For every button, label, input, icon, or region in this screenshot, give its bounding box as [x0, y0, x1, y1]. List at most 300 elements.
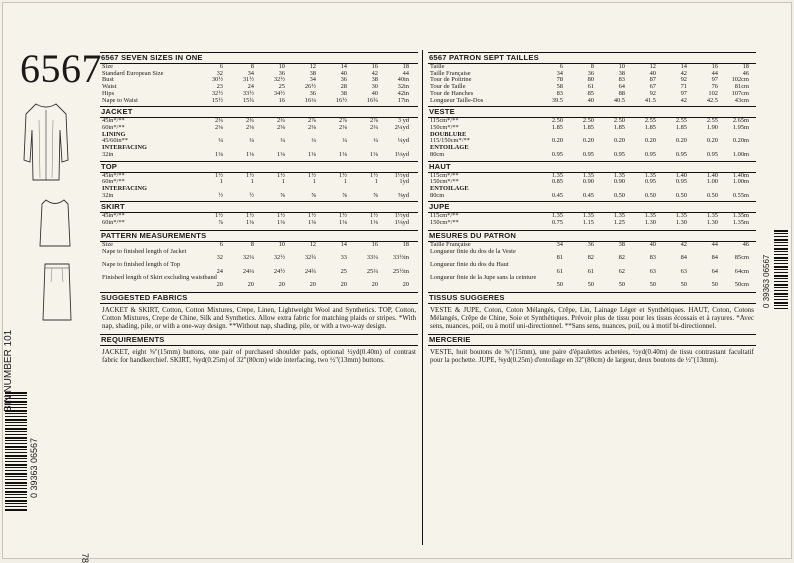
table-cell: 2.55 [644, 117, 656, 125]
table-cell: 42 [680, 69, 687, 77]
table-cell: 18 [742, 62, 749, 70]
table-cell: 18 [402, 62, 409, 70]
table-cell: 1.90 [706, 123, 718, 131]
tissus-text: VESTE & JUPE, Coton, Coton Mélangés, Crêpe, Lin, Lainage Léger et Synthétiques. HAUT, Coton, Cotons Mélangés, Crêpe de Chine, Soie et Synthétiques. Prévoir plus de tissu pour les tissus écossais et à rayures. *Avec sens, nuances, poil, ou à motif uni-directionnel. **Sans sens, nuances, poil, ou à motif bi-directionnel. [430, 305, 754, 331]
right-size-table [428, 64, 756, 104]
table-cell: 1⅛ [246, 150, 254, 158]
table-row-label: 60in*/** [102, 123, 125, 131]
table-cell: 0.90 [613, 178, 625, 186]
table-cell: 14 [680, 62, 687, 70]
table-cell: 85 [587, 89, 594, 97]
table-row-label: 80cm [430, 150, 445, 158]
table-row-label: Nape to finished length of Top [102, 260, 181, 268]
table-cell: 0.55m [732, 191, 749, 199]
table-cell: 0.95 [706, 150, 718, 158]
measurements-table [100, 242, 418, 289]
left-size-table [100, 64, 418, 104]
table-cell: 62 [618, 267, 625, 275]
table-cell: 15¾ [242, 96, 254, 104]
veste-header: VESTE [428, 106, 756, 118]
table-row-label: 32in [102, 191, 114, 199]
table-cell: 6 [559, 62, 563, 70]
table-cell: 1.85 [551, 123, 563, 131]
table-cell: 64 [711, 267, 718, 275]
table-cell: ¼ [280, 137, 285, 145]
table-cell: 61 [587, 83, 594, 91]
top-sketch-icon [38, 198, 72, 248]
table-cell: 2.50 [613, 117, 625, 125]
table-cell: 50 [680, 281, 687, 289]
table-cell: 1.25 [613, 219, 625, 227]
table-cell: 107cm [731, 89, 749, 97]
table-cell: 32½ [273, 254, 285, 262]
table-cell: 32½ [211, 89, 223, 97]
table-cell: 0.95 [644, 178, 656, 186]
table-cell: 1⅛yd [394, 150, 409, 158]
table-cell: 36 [340, 76, 347, 84]
table-cell: 42.5 [706, 96, 718, 104]
tissus-header: TISSUS SUGGERES [428, 292, 756, 304]
requirements-header: REQUIREMENTS [100, 334, 418, 346]
table-cell: 0.45 [582, 191, 594, 199]
table-cell: 1⅛ [215, 150, 223, 158]
table-cell: 1.00m [732, 178, 749, 186]
table-cell: 2.50 [582, 117, 594, 125]
table-cell: 8 [590, 62, 594, 70]
table-cell: 0.95 [675, 150, 687, 158]
fabrics-text: JACKET & SKIRT, Cotton, Cotton Mixtures, Crepe, Linen, Lightweight Wool and Synthetics. TOP, Cotton, Cotton Mixtures, Crepe de Chine, Silk and Synthetics. Allow extra fabric for matching plaids or stripes. *With nap, shading, pile, or with a one-way design. **Without nap, shading, pile, or with a two-way design. [102, 305, 416, 331]
table-cell: 92 [680, 76, 687, 84]
table-cell: 1.35 [644, 171, 656, 179]
table-cell: 0.20 [644, 137, 656, 145]
table-cell: 1.35 [582, 212, 594, 220]
table-cell: 12 [309, 62, 316, 70]
table-cell: 1.35 [582, 171, 594, 179]
table-cell: 38 [309, 69, 316, 77]
table-cell: 0.20 [675, 137, 687, 145]
table-cell: 50 [711, 281, 718, 289]
table-row-label: 150cm*/** [430, 123, 459, 131]
table-cell: 43cm [734, 96, 749, 104]
table-cell: 34 [556, 69, 563, 77]
top-table [100, 173, 418, 200]
table-cell: 25 [340, 267, 347, 275]
table-cell: 1 [343, 178, 347, 186]
table-cell: ¼yd [397, 137, 409, 145]
table-cell: 42in [397, 89, 409, 97]
table-cell: 0.50 [613, 191, 625, 199]
barcode-digits: 0 39363 06567 [29, 437, 39, 498]
table-row-label: 45in*/** [102, 171, 125, 179]
table-cell: ½ [218, 191, 223, 199]
table-cell: 1.40 [706, 171, 718, 179]
table-cell: 2¾ [246, 117, 254, 125]
table-cell: 17in [397, 96, 409, 104]
jupe-header: JUPE [428, 201, 756, 213]
table-row-label [428, 282, 534, 289]
table-cell: 36 [278, 69, 285, 77]
table-row-label: Hips [102, 89, 115, 97]
table-cell: 38 [371, 76, 378, 84]
table-cell: 1.35 [644, 212, 656, 220]
table-row-label: LINING [102, 130, 126, 138]
table-cell: 1 [281, 178, 285, 186]
table-row-label: 60in*/** [102, 178, 125, 186]
table-cell: 16 [371, 240, 378, 248]
table-cell: 2¼ [370, 123, 378, 131]
table-cell: 1.95m [732, 123, 749, 131]
table-cell: 1½ [215, 171, 223, 179]
table-cell: 84 [711, 254, 718, 262]
table-cell: 92 [649, 89, 656, 97]
table-cell: 46 [742, 69, 749, 77]
table-cell: 64cm [734, 267, 749, 275]
table-cell: 16 [711, 62, 718, 70]
table-cell: 1⅛ [339, 150, 347, 158]
table-cell: 2⅛ [308, 123, 316, 131]
table-cell: ⅞ [218, 219, 223, 227]
table-cell: 1⅛ [339, 219, 347, 227]
table-cell: 2.55 [706, 117, 718, 125]
table-cell: 84 [680, 254, 687, 262]
table-row-label: Longueur finie de la Jupe sans la ceinture [430, 274, 537, 282]
table-cell: 24¾ [304, 267, 316, 275]
table-cell: 0.85 [551, 178, 563, 186]
table-cell: 46 [742, 240, 749, 248]
table-cell: 50 [556, 281, 563, 289]
table-cell: 0.95 [551, 150, 563, 158]
right-title: 6567 PATRON SEPT TAILLES [428, 52, 756, 64]
table-cell: 0.50 [706, 191, 718, 199]
table-row-label: Longueur finie du dos de la Veste [430, 247, 516, 255]
table-cell: 1⅛ [277, 150, 285, 158]
table-cell: 2¾ [215, 117, 223, 125]
table-cell: 1.85 [582, 123, 594, 131]
page-mark: 78 [80, 553, 90, 563]
table-cell: 38 [618, 69, 625, 77]
table-row-label: Bust [102, 76, 114, 84]
table-cell: 1½ [277, 171, 285, 179]
table-cell: ⅝ [280, 191, 285, 199]
table-cell: 1½ [370, 171, 378, 179]
right-panel [428, 52, 756, 364]
table-cell: 32 [216, 69, 223, 77]
table-cell: ¼ [373, 137, 378, 145]
table-cell: 16¼ [304, 96, 316, 104]
table-cell: 97 [711, 76, 718, 84]
table-cell: 1.35m [732, 219, 749, 227]
table-cell: 8 [250, 62, 254, 70]
table-row-label: 115cm*/** [430, 212, 459, 220]
table-row-label: 150cm*/** [430, 219, 459, 227]
barcode-right-digits: 0 39363 06567 [762, 254, 771, 308]
table-cell: 10 [278, 240, 285, 248]
table-cell: 58 [556, 83, 563, 91]
table-cell: 1.15 [582, 219, 594, 227]
table-cell: 2⅛ [277, 123, 285, 131]
table-row-label [100, 282, 194, 289]
table-cell: 2¾ [277, 117, 285, 125]
table-cell: 20 [402, 281, 409, 289]
table-cell: 0.20 [613, 137, 625, 145]
table-cell: 2.50 [551, 117, 563, 125]
table-cell: 0.45 [551, 191, 563, 199]
table-cell: 33 [340, 254, 347, 262]
table-row-label: Taille Française [430, 240, 471, 248]
table-cell: 1yd [399, 178, 409, 186]
jacket-sketch-icon [22, 100, 70, 190]
table-row-label: DOUBLURE [430, 130, 467, 138]
table-cell: ⅝ [311, 191, 316, 199]
jacket-header: JACKET [100, 106, 418, 118]
table-cell: 34 [556, 240, 563, 248]
table-cell: 80 [587, 76, 594, 84]
table-cell: 44 [711, 240, 718, 248]
table-cell: 50 [587, 281, 594, 289]
table-cell: 1.85 [613, 123, 625, 131]
table-cell: 14 [340, 240, 347, 248]
table-cell: 36 [587, 69, 594, 77]
table-cell: 33½ [242, 89, 254, 97]
table-cell: 28 [340, 83, 347, 91]
center-divider [422, 50, 423, 545]
left-panel [100, 52, 418, 364]
table-cell: 1⅛ [308, 219, 316, 227]
table-cell: 1⅛yd [394, 219, 409, 227]
top-header: TOP [100, 161, 418, 173]
table-cell: 0.20 [706, 137, 718, 145]
jupe-table [428, 213, 756, 226]
table-cell: 41.5 [644, 96, 656, 104]
table-cell: 34 [309, 76, 316, 84]
table-cell: 78 [556, 76, 563, 84]
table-row-label: Longueur Taille-Dos [430, 96, 484, 104]
table-cell: 42 [680, 96, 687, 104]
mercerie-text: VESTE, huit boutons de ⅝"(15mm), une paire d'épaulettes achetées, ½yd(0.40m) de tissu contrastant facultatif pour la pochette. JUPE, ⅜yd(0.25m) d'entoilage en 32"(80cm) de largeur, deux boutons de ½"(13mm). [430, 347, 754, 364]
table-cell: 1.85 [675, 123, 687, 131]
table-cell: 18 [402, 240, 409, 248]
table-cell: 0.95 [582, 150, 594, 158]
table-cell: 40.5 [613, 96, 625, 104]
table-cell: 40 [587, 96, 594, 104]
table-cell: 24½ [273, 267, 285, 275]
table-cell: 1.30 [675, 219, 687, 227]
table-cell: 32in [397, 83, 409, 91]
table-cell: 16 [371, 62, 378, 70]
table-cell: 36 [309, 89, 316, 97]
table-row-label: 60in*/** [102, 219, 125, 227]
table-cell: ⅝ [342, 191, 347, 199]
table-cell: 83 [649, 254, 656, 262]
left-title: 6567 SEVEN SIZES IN ONE [100, 52, 418, 64]
table-cell: 1⅛ [308, 150, 316, 158]
table-cell: 0.95 [675, 178, 687, 186]
table-cell: 16 [278, 96, 285, 104]
table-row-label: Tour de Poitrine [430, 76, 472, 84]
table-row-label: Tour de Hanches [430, 89, 474, 97]
table-cell: 1.35 [613, 171, 625, 179]
table-cell: 1 [219, 178, 223, 186]
table-cell: 6 [219, 62, 223, 70]
table-cell: 0.95 [613, 150, 625, 158]
table-cell: 20 [278, 281, 285, 289]
table-cell: 1.35 [613, 212, 625, 220]
table-cell: 6 [219, 240, 223, 248]
table-cell: 50 [649, 281, 656, 289]
table-cell: 34½ [273, 89, 285, 97]
table-cell: 1½ [339, 212, 347, 220]
table-cell: ¼ [249, 137, 254, 145]
table-cell: 1⅛ [370, 219, 378, 227]
table-row-label: Tour de Taille [430, 83, 466, 91]
table-cell: 30½ [211, 76, 223, 84]
table-cell: 38 [340, 89, 347, 97]
table-row-label: ENTOILAGE [430, 144, 469, 152]
fabrics-header: SUGGESTED FABRICS [100, 292, 418, 304]
table-cell: 1.35m [732, 212, 749, 220]
bin-number-label: BIN NUMBER 101 [3, 329, 14, 412]
table-cell: 1 [312, 178, 316, 186]
table-cell: 26½ [304, 83, 316, 91]
table-cell: 25¼ [366, 267, 378, 275]
mercerie-header: MERCERIE [428, 334, 756, 346]
table-cell: 2⅞ [308, 117, 316, 125]
table-row-label: Nape to finished length of Jacket [102, 247, 187, 255]
table-cell: 50cm [734, 281, 749, 289]
table-cell: 1.40 [675, 171, 687, 179]
table-cell: 61 [556, 267, 563, 275]
table-cell: 81cm [734, 83, 749, 91]
table-cell: 1.35 [706, 212, 718, 220]
table-cell: ⅝yd [397, 191, 409, 199]
table-cell: 1.30 [644, 219, 656, 227]
table-row-label: Nape to Waist [102, 96, 138, 104]
table-cell: 44 [402, 69, 409, 77]
table-cell: 1.35 [551, 212, 563, 220]
table-cell: 20 [340, 281, 347, 289]
skirt-table [100, 213, 418, 226]
table-cell: 33½in [392, 254, 409, 262]
table-cell: 3 yd [397, 117, 409, 125]
table-cell: 87 [649, 76, 656, 84]
table-cell: 102 [708, 89, 718, 97]
table-cell: 24 [216, 267, 223, 275]
table-cell: 64 [618, 83, 625, 91]
table-cell: 1½yd [394, 212, 409, 220]
table-cell: 82 [587, 254, 594, 262]
table-cell: 1.85 [644, 123, 656, 131]
table-row-label: INTERFACING [102, 184, 147, 192]
table-cell: 1½ [308, 212, 316, 220]
table-cell: 1½ [246, 212, 254, 220]
haut-header: HAUT [428, 161, 756, 173]
table-cell: 1 [374, 178, 378, 186]
table-row-label: Finished length of Skirt excluding waistband [102, 274, 217, 282]
table-cell: 1⅛ [246, 219, 254, 227]
table-cell: 67 [649, 83, 656, 91]
table-cell: 85cm [734, 254, 749, 262]
table-row-label: 45in*/** [102, 117, 125, 125]
table-cell: 10 [618, 62, 625, 70]
pattern-number: 6567 [20, 46, 102, 91]
table-cell: 1½yd [394, 171, 409, 179]
table-cell: 25½in [392, 267, 409, 275]
table-cell: 0.95 [644, 150, 656, 158]
table-cell: 44 [711, 69, 718, 77]
table-cell: ¼ [311, 137, 316, 145]
table-row-label: 115cm*/** [430, 171, 459, 179]
table-cell: 32¾ [304, 254, 316, 262]
table-row-label: Taille Française [430, 69, 471, 77]
table-cell: 1½ [246, 171, 254, 179]
table-cell: 1.40m [732, 171, 749, 179]
table-cell: 16¾ [366, 96, 378, 104]
table-cell: 33¼ [366, 254, 378, 262]
table-row-label: 115/150cm*/** [430, 137, 470, 145]
table-cell: 12 [649, 62, 656, 70]
table-cell: 1⅛ [370, 150, 378, 158]
table-cell: 102cm [731, 76, 749, 84]
table-row-label: INTERFACING [102, 144, 147, 152]
table-cell: 1⅛ [277, 219, 285, 227]
table-cell: 0.75 [551, 219, 563, 227]
table-row-label: Size [102, 240, 114, 248]
haut-table [428, 173, 756, 200]
table-row-label: 45in*/** [102, 212, 125, 220]
table-cell: 0.20m [732, 137, 749, 145]
table-cell: 1.35 [551, 171, 563, 179]
table-cell: 82 [618, 254, 625, 262]
table-cell: 10 [278, 62, 285, 70]
table-cell: 24 [247, 83, 254, 91]
table-cell: 0.20 [582, 137, 594, 145]
table-cell: 71 [680, 83, 687, 91]
table-cell: 39.5 [551, 96, 563, 104]
table-cell: 15½ [211, 96, 223, 104]
table-cell: 20 [247, 281, 254, 289]
table-cell: 40 [649, 69, 656, 77]
table-cell: 2⅛ [339, 123, 347, 131]
table-cell: 32½ [273, 76, 285, 84]
table-cell: 1½ [277, 212, 285, 220]
table-cell: 2¼yd [394, 123, 409, 131]
table-cell: 97 [680, 89, 687, 97]
table-cell: 40 [371, 89, 378, 97]
table-cell: 36 [587, 240, 594, 248]
table-cell: 32 [216, 254, 223, 262]
veste-table [428, 118, 756, 158]
table-cell: 30 [371, 83, 378, 91]
table-row-label: Taille [430, 62, 445, 70]
table-cell: ¼ [218, 137, 223, 145]
table-cell: 8 [250, 240, 254, 248]
table-row-label: Size [102, 62, 114, 70]
table-cell: 63 [680, 267, 687, 275]
table-cell: 50 [618, 281, 625, 289]
table-cell: 1½ [339, 171, 347, 179]
table-row-label: 32in [102, 150, 114, 158]
skirt-header: SKIRT [100, 201, 418, 213]
table-row-label: 150cm*/** [430, 178, 459, 186]
table-row-label: 45/60in** [102, 137, 128, 145]
table-cell: 1.00 [706, 178, 718, 186]
table-cell: 0.20 [551, 137, 563, 145]
table-cell: 2.55 [675, 117, 687, 125]
table-cell: 23 [216, 83, 223, 91]
table-cell: 31½ [242, 76, 254, 84]
jacket-table [100, 118, 418, 158]
table-row-label: Longueur finie du dos du Haut [430, 260, 509, 268]
